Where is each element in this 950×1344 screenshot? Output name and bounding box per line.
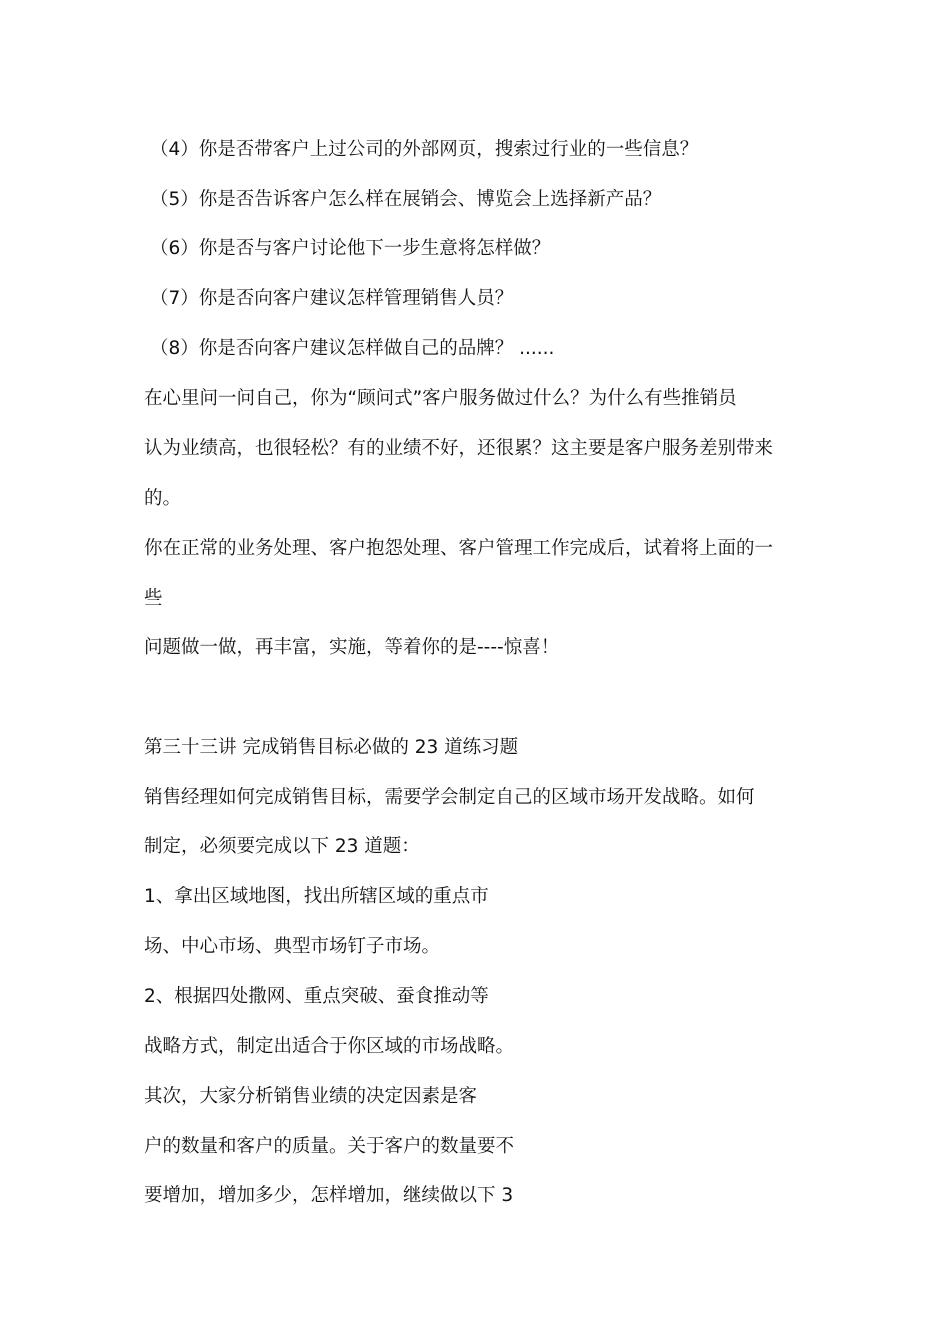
list-item-line: 1、拿出区域地图，找出所辖区域的重点市 bbox=[144, 886, 489, 907]
paragraph-line: 你在正常的业务处理、客户抱怨处理、客户管理工作完成后，试着将上面的一 bbox=[144, 538, 774, 559]
paragraph-line: 制定，必须要完成以下 23 道题： bbox=[144, 836, 420, 857]
paragraph-line: 在心里问一问自己，你为“顾问式”客户服务做过什么？为什么有些推销员 bbox=[144, 388, 737, 409]
paragraph-line: 要增加，增加多少，怎样增加，继续做以下 3 bbox=[144, 1185, 514, 1206]
question-8: （8）你是否向客户建议怎样做自己的品牌？ ...... bbox=[150, 338, 555, 359]
question-7: （7）你是否向客户建议怎样管理销售人员？ bbox=[150, 288, 514, 309]
question-4: （4）你是否带客户上过公司的外部网页，搜索过行业的一些信息？ bbox=[150, 139, 699, 160]
paragraph-line: 销售经理如何完成销售目标，需要学会制定自己的区域市场开发战略。如何 bbox=[144, 787, 755, 808]
section-heading: 第三十三讲 完成销售目标必做的 23 道练习题 bbox=[144, 737, 519, 758]
paragraph-line: 的。 bbox=[144, 488, 182, 509]
question-6: （6）你是否与客户讨论他下一步生意将怎样做？ bbox=[150, 238, 551, 259]
list-item-line: 场、中心市场、典型市场钉子市场。 bbox=[144, 936, 441, 957]
list-item-line: 战略方式，制定出适合于你区域的市场战略。 bbox=[144, 1036, 515, 1057]
paragraph-line: 户的数量和客户的质量。关于客户的数量要不 bbox=[144, 1136, 515, 1157]
paragraph-line: 些 bbox=[144, 588, 163, 609]
paragraph-line: 认为业绩高，也很轻松？有的业绩不好，还很累？这主要是客户服务差别带来 bbox=[144, 438, 774, 459]
paragraph-line: 其次，大家分析销售业绩的决定因素是客 bbox=[144, 1086, 478, 1107]
list-item-line: 2、根据四处撒网、重点突破、蚕食推动等 bbox=[144, 986, 489, 1007]
question-5: （5）你是否告诉客户怎么样在展销会、博览会上选择新产品？ bbox=[150, 189, 662, 210]
paragraph-line: 问题做一做，再丰富，实施，等着你的是----惊喜！ bbox=[144, 637, 560, 658]
